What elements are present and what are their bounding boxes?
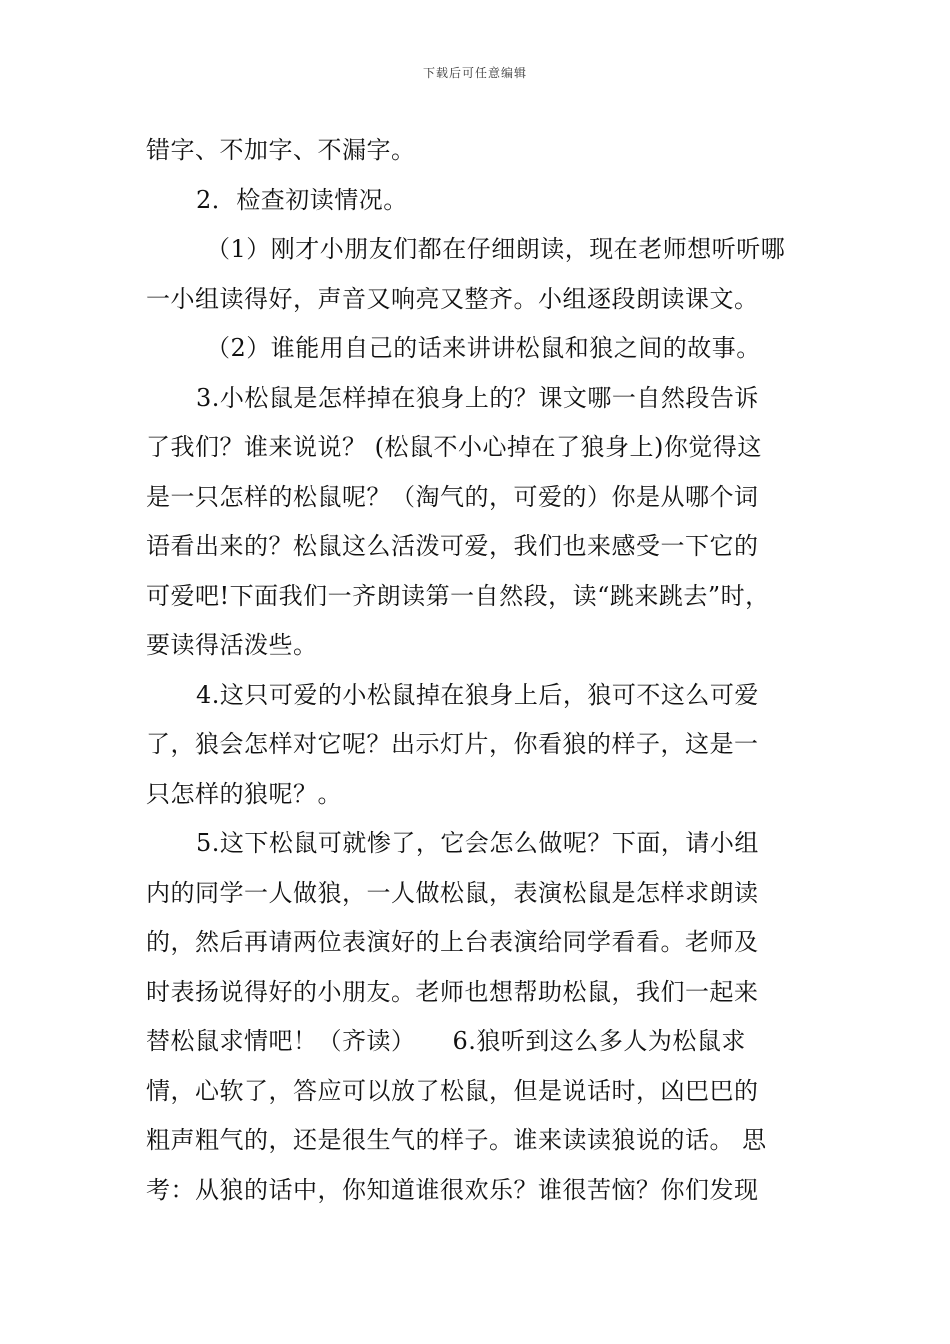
text-line: （1）刚才小朋友们都在仔细朗读，现在老师想听听哪	[206, 235, 786, 263]
page-header: 下载后可任意编辑	[422, 66, 527, 80]
text-line: 粗声粗气的，还是很生气的样子。谁来读读狼说的话。 思	[146, 1126, 767, 1154]
text-line: 是一只怎样的松鼠呢？（淘气的，可爱的）你是从哪个词	[146, 482, 759, 511]
text-line: 时表扬说得好的小朋友。老师也想帮助松鼠，我们一起来	[146, 977, 759, 1006]
text-line: 语看出来的？松鼠这么活泼可爱，我们也来感受一下它的	[146, 532, 759, 560]
document-body	[146, 126, 816, 1215]
text-line: 了我们？谁来说说？ (松鼠不小心掉在了狼身上)你觉得这	[146, 433, 762, 461]
text-line: 一小组读得好，声音又响亮又整齐。小组逐段朗读课文。	[146, 284, 759, 313]
text-line: 内的同学一人做狼，一人做松鼠，表演松鼠是怎样求朗读	[146, 878, 759, 907]
text-line: 了，狼会怎样对它呢？出示灯片，你看狼的样子，这是一	[146, 730, 759, 758]
text-line: 的，然后再请两位表演好的上台表演给同学看看。老师及	[146, 928, 759, 956]
text-line: 错字、不加字、不漏字。	[146, 136, 416, 164]
text-line: 替松鼠求情吧！（齐读） 6.狼听到这么多人为松鼠求	[146, 1027, 746, 1055]
text-line: 考：从狼的话中，你知道谁很欢乐？谁很苦恼？你们发现	[146, 1175, 759, 1204]
text-line: 可爱吧!下面我们一齐朗读第一自然段，读“跳来跳去”时，	[146, 581, 770, 610]
text-line: 4.这只可爱的小松鼠掉在狼身上后，狼可不这么可爱	[196, 680, 759, 709]
text-line: 要读得活泼些。	[146, 631, 318, 659]
text-line: 3.小松鼠是怎样掉在狼身上的？课文哪一自然段告诉	[196, 383, 759, 412]
text-line: 只怎样的狼呢？。	[146, 779, 342, 808]
text-line: （2）谁能用自己的话来讲讲松鼠和狼之间的故事。	[206, 334, 761, 362]
text-line: 5.这下松鼠可就惨了，它会怎么做呢？下面，请小组	[196, 829, 759, 857]
text-line: 2．检查初读情况。	[196, 185, 408, 214]
text-line: 情，心软了，答应可以放了松鼠，但是说话时，凶巴巴的	[146, 1076, 759, 1105]
